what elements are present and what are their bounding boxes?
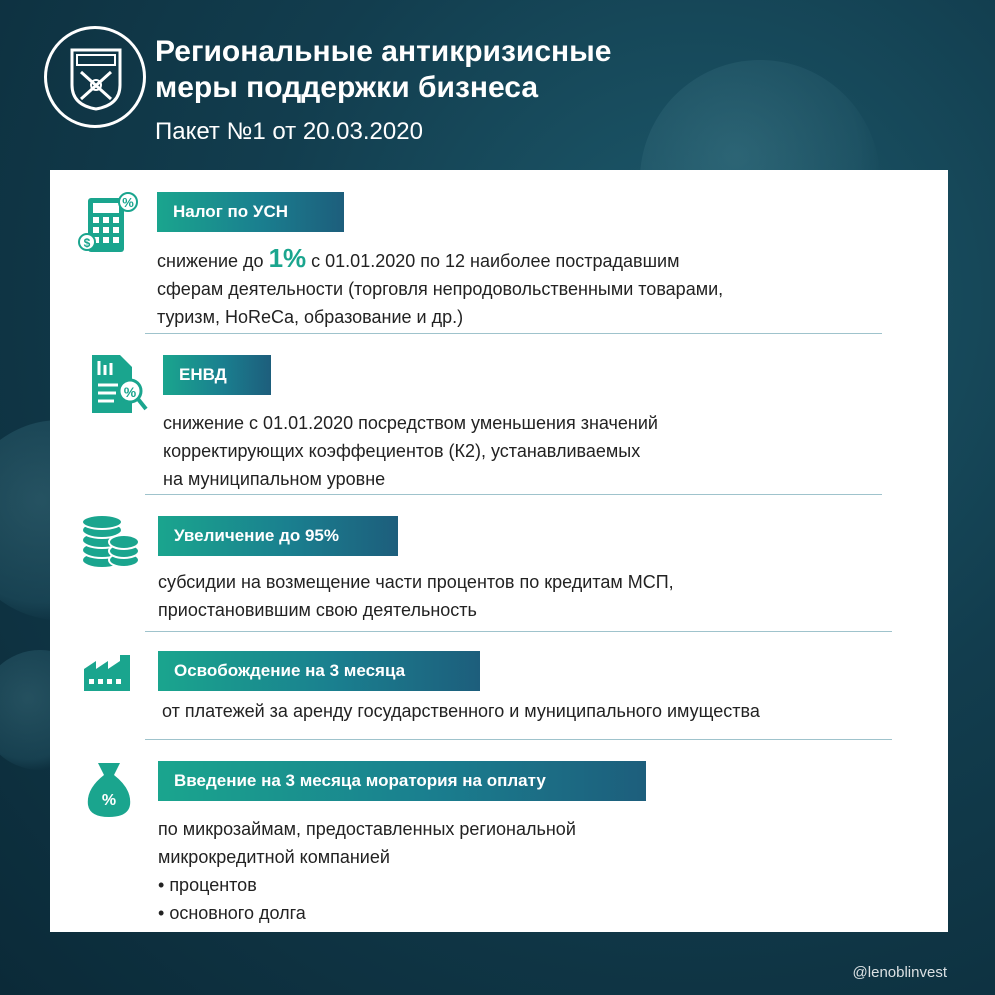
header <box>40 20 960 160</box>
money-bag-icon <box>84 759 144 819</box>
bullet-list <box>158 871 918 927</box>
desc-envd-line-1: снижение с 01.01.2020 посредством уменьшения значений <box>163 413 658 433</box>
svg-text:%: % <box>122 195 134 210</box>
region-emblem-icon <box>44 26 146 128</box>
list-item: • процентов <box>158 871 918 899</box>
badge-usn: Налог по УСН <box>157 192 344 232</box>
desc-envd <box>163 409 923 493</box>
coins-icon <box>80 514 140 574</box>
measures-card <box>50 170 948 932</box>
divider <box>145 739 892 740</box>
desc-subsidies-line-1: субсидии на возмещение части процентов по кредитам МСП, <box>158 572 674 592</box>
title-line-2: меры поддержки бизнеса <box>155 71 538 104</box>
calculator-icon <box>78 192 138 252</box>
desc-usn-line-2: сферам деятельности (торговля непродовольственными товарами, <box>157 279 724 299</box>
desc-moratorium-line-2: микрокредитной компанией <box>158 847 390 867</box>
desc-usn-line-1 <box>157 244 917 275</box>
page-subtitle: Пакет №1 от 20.03.2020 <box>155 118 423 145</box>
desc-moratorium-line-1: по микрозаймам, предоставленных региональной <box>158 819 576 839</box>
desc-rent <box>162 697 942 725</box>
desc-subsidies <box>158 568 918 624</box>
desc-envd-line-2: корректирующих коэффециентов (К2), устанавливаемых <box>163 441 641 461</box>
divider <box>145 494 882 495</box>
desc-usn-line-3: туризм, HoReCa, образование и др.) <box>157 307 464 327</box>
desc-usn-post: с 01.01.2020 по 12 наиболее пострадавшим <box>306 251 680 271</box>
document-percent-icon <box>88 353 148 413</box>
divider <box>145 631 892 632</box>
watermark-handle: @lenoblinvest <box>852 964 947 981</box>
svg-text:$: $ <box>83 236 91 250</box>
title-line-1: Региональные антикризисные <box>155 35 612 68</box>
badge-envd: ЕНВД <box>163 355 271 395</box>
desc-moratorium <box>158 815 918 927</box>
desc-rent-line-1: от платежей за аренду государственного и муниципального имущества <box>162 701 760 721</box>
desc-usn-highlight: 1% <box>268 243 307 273</box>
page-title <box>155 34 611 106</box>
badge-rent: Освобождение на 3 месяца <box>158 651 480 691</box>
divider <box>145 333 882 334</box>
badge-subsidies: Увеличение до 95% <box>158 516 398 556</box>
list-item: • основного долга <box>158 899 918 927</box>
desc-usn <box>157 244 917 331</box>
svg-text:%: % <box>123 384 137 400</box>
factory-icon <box>82 653 142 713</box>
desc-envd-line-3: на муниципальном уровне <box>163 469 386 489</box>
desc-subsidies-line-2: приостановившим свою деятельность <box>158 600 477 620</box>
badge-moratorium: Введение на 3 месяца моратория на оплату <box>158 761 646 801</box>
svg-text:%: % <box>101 792 117 809</box>
desc-usn-pre: снижение до <box>157 251 269 271</box>
